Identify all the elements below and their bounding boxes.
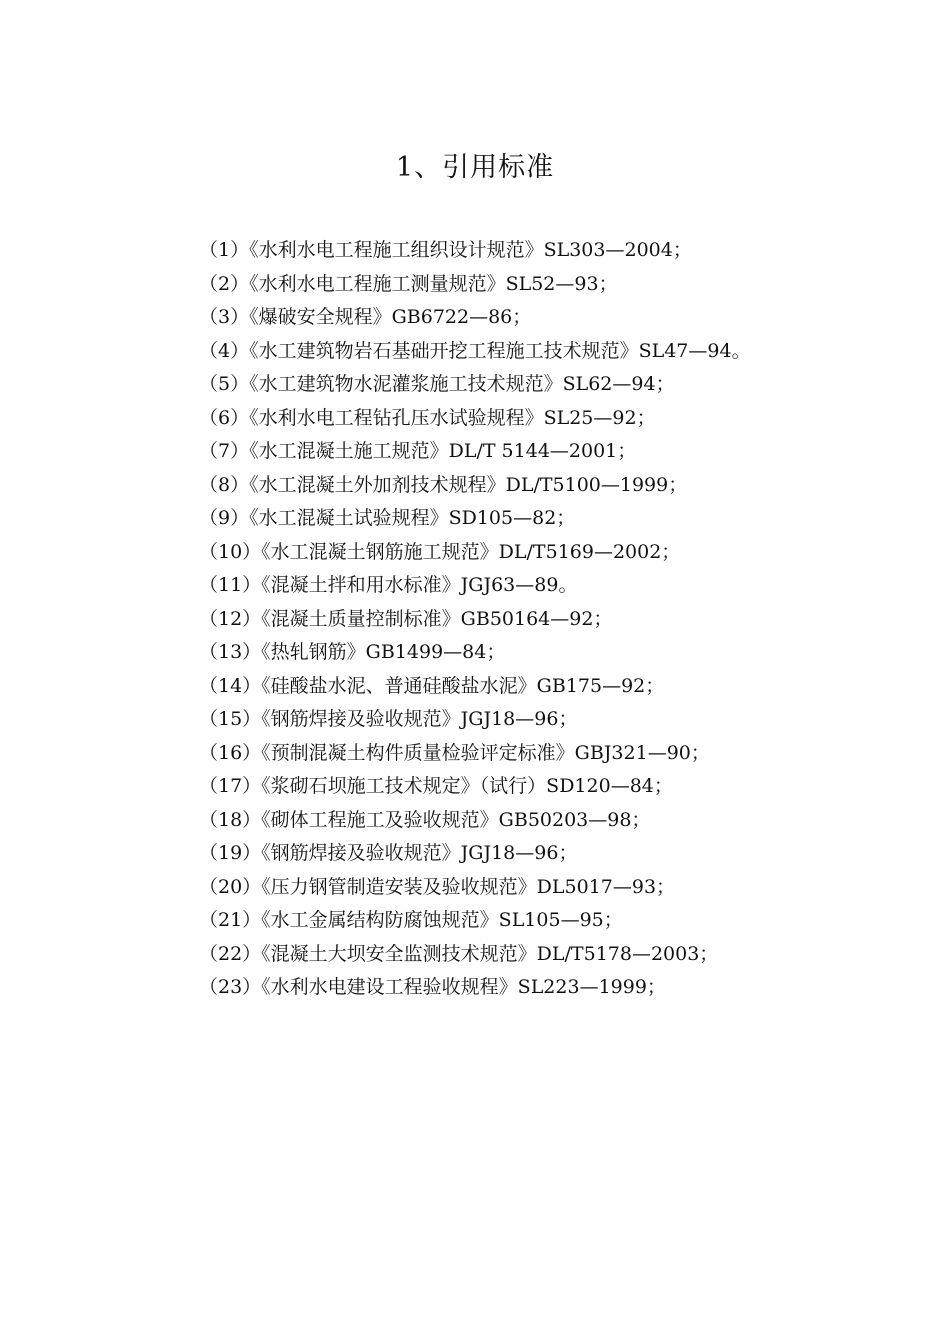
reference-item: （9）《水工混凝土试验规程》SD105—82； [199,507,576,529]
reference-item: （22）《混凝土大坝安全监测技术规范》DL/T5178—2003； [199,942,719,965]
reference-item: （2）《水利水电工程施工测量规范》SL52—93； [199,272,618,295]
reference-item: （5）《水工建筑物水泥灌浆施工技术规范》SL62—94； [199,373,675,395]
reference-item: （4）《水工建筑物岩石基础开挖工程施工技术规范》SL47—94。 [199,339,751,362]
reference-item: （18）《砌体工程施工及验收规范》GB50203—98； [199,808,651,831]
reference-item: （21）《水工金属结构防腐蚀规范》SL105—95； [199,909,623,931]
reference-item: （10）《水工混凝土钢筋施工规范》DL/T5169—2002； [199,540,681,563]
reference-item: （6）《水利水电工程钻孔压水试验规程》SL25—92； [199,406,656,429]
reference-item: （3）《爆破安全规程》GB6722—86； [199,306,532,328]
reference-item: （17）《浆砌石坝施工技术规定》（试行）SD120—84； [199,775,673,797]
reference-item: （11）《混凝土拌和用水标准》JGJ63—89。 [199,574,578,596]
reference-item: （23）《水利水电建设工程验收规程》SL223—1999； [199,976,666,998]
reference-item: （13）《热轧钢筋》GB1499—84； [199,641,506,663]
reference-item: （20）《压力钢管制造安装及验收规范》DL5017—93； [199,875,676,898]
reference-item: （19）《钢筋焊接及验收规范》JGJ18—96； [199,842,578,864]
reference-item: （12）《混凝土质量控制标准》GB50164—92； [199,607,613,630]
reference-item: （1）《水利水电工程施工组织设计规范》SL303—2004； [199,239,692,261]
reference-item: （7）《水工混凝土施工规范》DL/T 5144—2001； [199,440,637,462]
reference-list [143,234,813,1005]
reference-item: （8）《水工混凝土外加剂技术规程》DL/T5100—1999； [199,473,688,496]
section-title: 1、引用标准 [395,152,555,183]
reference-item: （14）《硅酸盐水泥、普通硅酸盐水泥》GB175—92； [199,674,665,697]
reference-item: （16）《预制混凝土构件质量检验评定标准》GBJ321—90； [199,741,710,764]
reference-item: （15）《钢筋焊接及验收规范》JGJ18—96； [199,708,578,730]
